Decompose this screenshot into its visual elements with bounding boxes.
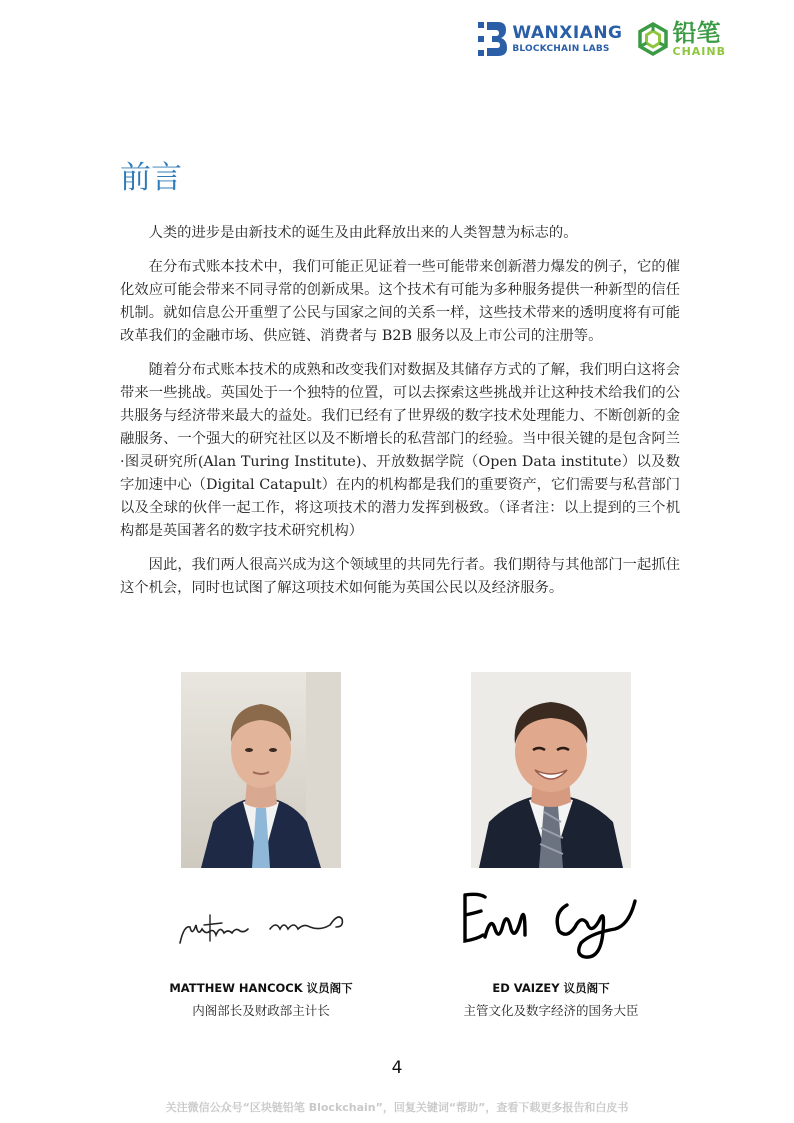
signatory-vaizey	[431, 980, 671, 1019]
page-title: 前言	[120, 160, 182, 196]
chainb-logo	[635, 21, 726, 57]
portrait-hancock	[181, 672, 341, 868]
chainb-en: CHAINB	[672, 45, 726, 58]
paragraph: 在分布式账本技术中，我们可能正见证着一些可能带来创新潜力爆发的例子，它的催化效应可能会带来不同寻常的创新成果。这个技术有可能为多种服务提供一种新型的信任机制。就如信息公开重塑了公民与国家之间的关系一样，这些技术带来的透明度将有可能改革我们的金融市场、供应链、消费者与 B2B 服务以及上市公司的注册等。	[120, 259, 680, 344]
signatory-name: ED VAIZEY 议员阁下	[492, 981, 610, 995]
header-logos	[478, 20, 726, 58]
signatory-role: 主管文化及数字经济的国务大臣	[463, 1003, 639, 1018]
body-text	[120, 222, 680, 611]
signatory-hancock	[141, 980, 381, 1019]
signatory-role: 内阁部长及财政部主计长	[192, 1003, 330, 1018]
wanxiang-sub: BLOCKCHAIN LABS	[512, 43, 610, 54]
chainb-hexagon-icon	[635, 21, 671, 57]
wanxiang-name: WANXIANG	[512, 22, 623, 43]
paragraph: 人类的进步是由新技术的诞生及由此释放出来的人类智慧为标志的。	[148, 225, 578, 241]
signatory-name: MATTHEW HANCOCK 议员阁下	[169, 981, 353, 995]
wanxiang-logo	[478, 20, 622, 58]
signature-vaizey	[455, 885, 655, 965]
portrait-vaizey	[471, 672, 631, 868]
signature-hancock	[170, 885, 360, 955]
paragraph: 因此，我们两人很高兴成为这个领域里的共同先行者。我们期待与其他部门一起抓住这个机会，同时也试图了解这项技术如何能为英国公民以及经济服务。	[120, 557, 680, 596]
page-number: 4	[391, 1058, 403, 1078]
wanxiang-b-icon	[478, 20, 508, 58]
paragraph: 随着分布式账本技术的成熟和改变我们对数据及其储存方式的了解，我们明白这将会带来一些挑战。英国处于一个独特的位置，可以去探索这些挑战并让这种技术给我们的公共服务与经济带来最大的益处。我们已经有了世界级的数字技术处理能力、不断创新的金融服务、一个强大的研究社区以及不断增长的私营部门的经验。当中很关键的是包含阿兰·图灵研究所(Alan Turing Institute)、开放数据学院（Open Data institute）以及数字加速中心（Digital Catapult）在内的机构都是我们的重要资产，它们需要与私营部门以及全球的伙伴一起工作，将这项技术的潜力发挥到极致。（译者注：以上提到的三个机构都是英国著名的数字技术研究机构）	[120, 362, 680, 539]
footer-note: 关注微信公众号“区块链铅笔 Blockchain”，回复关键词“帮助”，查看下载更多报告和白皮书	[165, 1101, 629, 1114]
chainb-cn: 铅笔	[672, 19, 721, 47]
